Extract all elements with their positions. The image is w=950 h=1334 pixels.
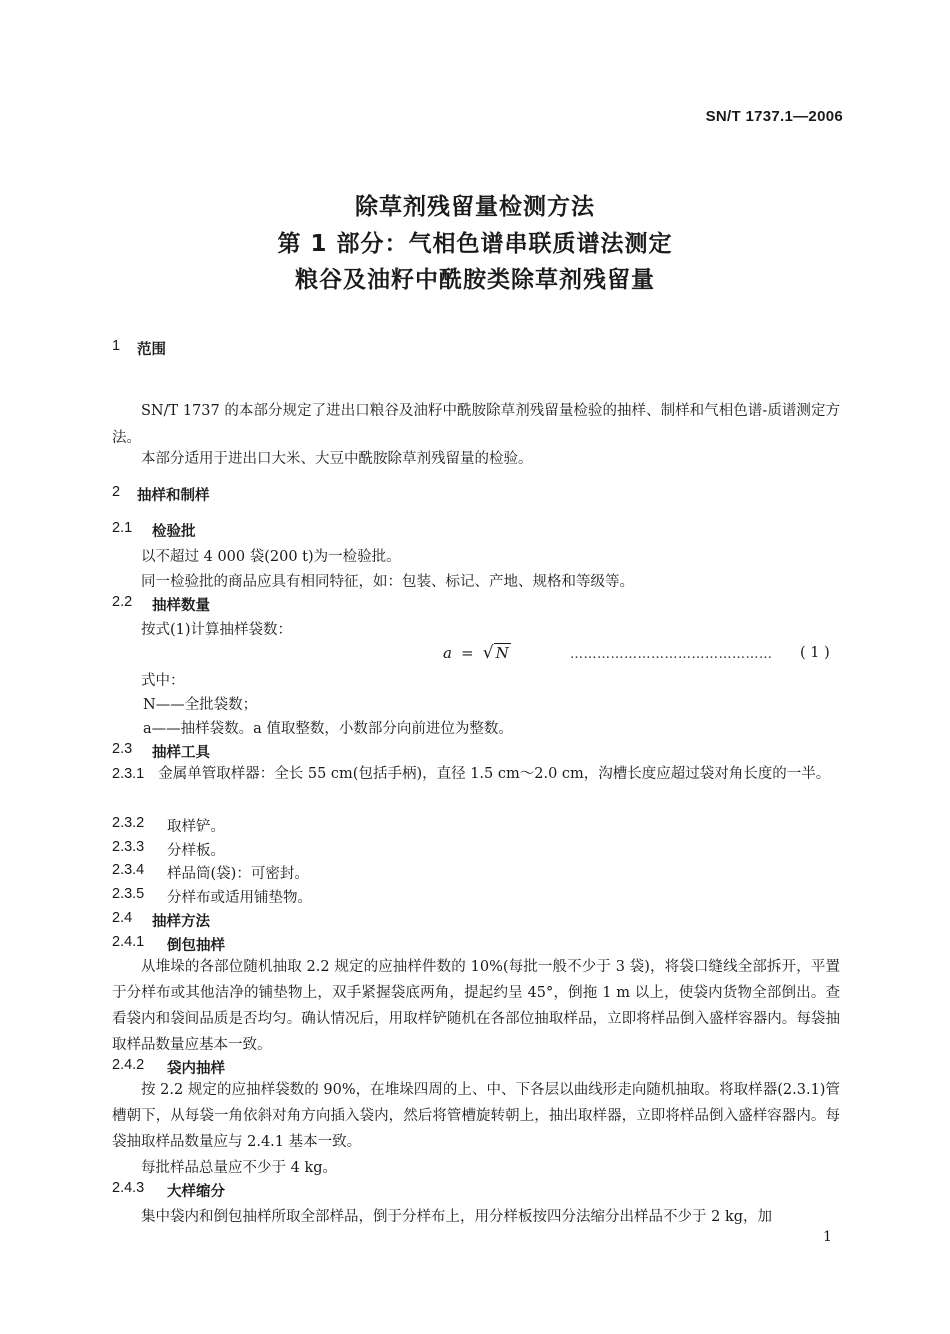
clause-2-4-3-heading: 大样缩分 — [167, 1184, 225, 1200]
clause-2-3-1-number: 2.3.1 — [112, 766, 145, 782]
clause-2-1-number: 2.1 — [112, 520, 133, 536]
clause-2-3-5-number: 2.3.5 — [112, 886, 145, 902]
section-1-paragraph-1: SN/T 1737 的本部分规定了进出口粮谷及油籽中酰胺除草剂残留量检验的抽样、制样和气相色谱-质谱测定方法。 — [112, 403, 840, 446]
clause-2-4-2-number: 2.4.2 — [112, 1057, 145, 1073]
clause-2-4-2-text: 按 2.2 规定的应抽样袋数的 90%，在堆垛四周的上、中、下各层以曲线形走向随机抽取。将取样器(2.3.1)管槽朝下，从每袋一角依斜对角方向插入袋内，然后将管槽旋转朝上，抽出取样器，立即将样品倒入盛样容器内。每袋抽取样品数量应与 2.4.1 基本一致。 — [112, 1082, 840, 1150]
clause-2-3-5-text: 分样布或适用铺垫物。 — [167, 890, 312, 906]
title-line-1: 除草剂残留量检测方法 — [355, 194, 595, 220]
clause-2-2-heading: 抽样数量 — [152, 598, 210, 614]
clause-2-4-2-heading: 袋内抽样 — [167, 1061, 225, 1077]
clause-2-3-1-text: 金属单管取样器：全长 55 cm(包括手柄)，直径 1.5 cm～2.0 cm，沟槽长度应超过袋对角长度的一半。 — [158, 766, 831, 782]
clause-2-4-1-heading: 倒包抽样 — [167, 938, 225, 954]
clause-2-4-heading: 抽样方法 — [152, 914, 210, 930]
clause-2-1-heading: 检验批 — [152, 524, 196, 540]
clause-2-2-number: 2.2 — [112, 594, 133, 610]
definition-a: a——抽样袋数。a 值取整数，小数部分向前进位为整数。 — [143, 721, 513, 737]
clause-2-4-3-text: 集中袋内和倒包抽样所取全部样品，倒于分样布上，用分样板按四分法缩分出样品不少于 2 kg，加 — [141, 1209, 773, 1225]
section-2-heading: 抽样和制样 — [137, 488, 210, 504]
title-line-3: 粮谷及油籽中酰胺类除草剂残留量 — [295, 267, 655, 293]
clause-2-3-2-number: 2.3.2 — [112, 815, 145, 831]
clause-2-3-heading: 抽样工具 — [152, 745, 210, 761]
clause-2-1-text-1: 以不超过 4 000 袋(200 t)为一检验批。 — [141, 549, 401, 565]
clause-2-4-1-number: 2.4.1 — [112, 934, 145, 950]
clause-2-3-number: 2.3 — [112, 741, 133, 757]
formula-leader-dots: ……………………………………… — [570, 647, 773, 662]
clause-2-3-4-text: 样品筒(袋)：可密封。 — [167, 866, 309, 882]
section-1-paragraph-2: 本部分适用于进出口大米、大豆中酰胺除草剂残留量的检验。 — [141, 451, 533, 467]
clause-2-4-2-text-2: 每批样品总量应不少于 4 kg。 — [141, 1160, 338, 1176]
clause-2-4-1-text: 从堆垛的各部位随机抽取 2.2 规定的应抽样件数的 10%(每批一般不少于 3 袋)，将袋口缝线全部拆开，平置于分样布或其他洁净的铺垫物上，双手紧握袋底两角，提起约呈 45°，倒拖 1 m 以上，使袋内货物全部倒出。查看袋内和袋间品质是否均匀。确认情况后，用取样铲随机在各部位抽取样品，立即将样品倒入盛样容器内。每袋抽取样品数量应基本一致。 — [112, 959, 840, 1053]
formula — [443, 643, 511, 663]
section-1-number: 1 — [112, 338, 121, 354]
clause-2-3-2-text: 取样铲。 — [167, 819, 225, 835]
clause-2-1-text-2: 同一检验批的商品应具有相同特征，如：包装、标记、产地、规格和等级等。 — [141, 574, 634, 590]
clause-2-2-text: 按式(1)计算抽样袋数： — [141, 622, 293, 638]
formula-equals: = — [461, 644, 474, 662]
clause-2-4-3-number: 2.4.3 — [112, 1180, 145, 1196]
sqrt-symbol: √ — [482, 643, 494, 663]
formula-rhs: N — [495, 644, 509, 662]
formula-lhs: a — [443, 644, 452, 662]
clause-2-3-1 — [112, 761, 840, 788]
title-line-2: 第 1 部分：气相色谱串联质谱法测定 — [277, 231, 673, 257]
formula-number: ( 1 ) — [800, 645, 830, 661]
clause-2-3-3-text: 分样板。 — [167, 843, 225, 859]
standard-number: SN/T 1737.1—2006 — [705, 108, 843, 125]
clause-2-4-number: 2.4 — [112, 910, 133, 926]
page-number: 1 — [823, 1229, 832, 1245]
section-2-number: 2 — [112, 484, 121, 500]
clause-2-3-4-number: 2.3.4 — [112, 862, 145, 878]
where-label: 式中： — [141, 673, 185, 689]
definition-N: N——全批袋数； — [143, 697, 258, 713]
section-1-heading: 范围 — [137, 342, 166, 358]
clause-2-3-3-number: 2.3.3 — [112, 839, 145, 855]
